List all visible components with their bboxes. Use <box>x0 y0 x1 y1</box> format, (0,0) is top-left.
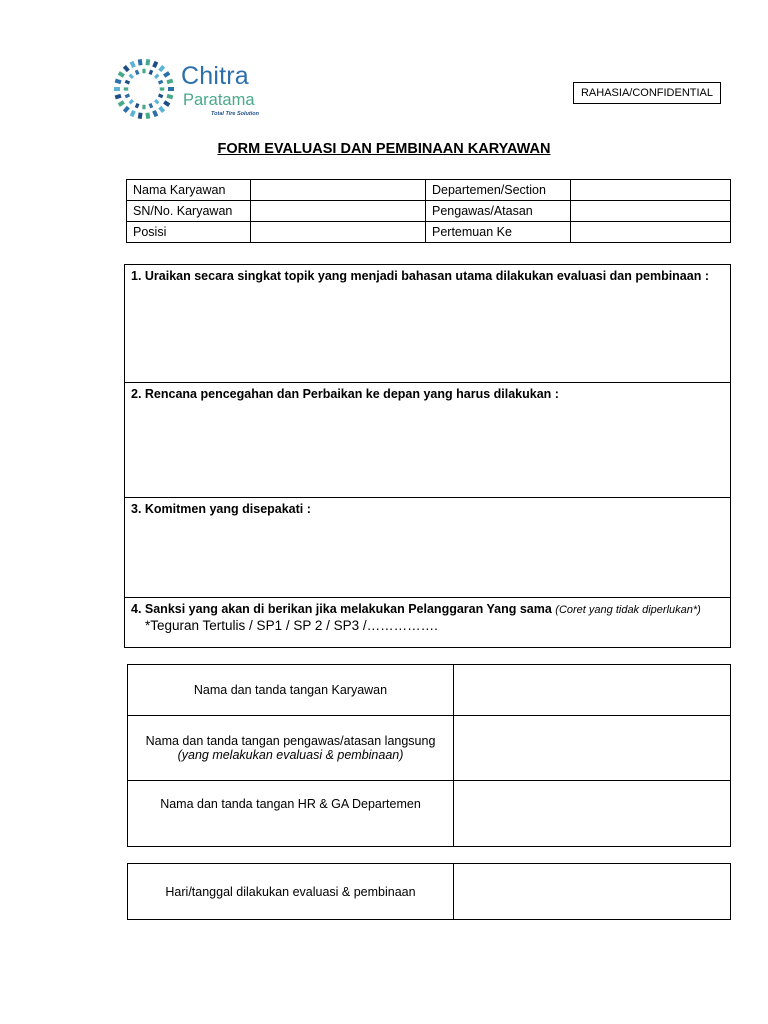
logo-ring-segment <box>158 94 163 99</box>
logo-ring-segment <box>166 79 173 85</box>
signature-field-karyawan[interactable] <box>454 665 731 716</box>
date-field[interactable] <box>454 864 731 920</box>
logo-ring-segment <box>114 87 120 91</box>
date-table <box>127 863 731 920</box>
departemen-label: Departemen/Section <box>426 180 571 201</box>
pengawas-label: Pengawas/Atasan <box>426 201 571 222</box>
date-row <box>128 864 731 920</box>
logo-ring-segment <box>166 94 173 100</box>
evaluation-sections <box>124 264 731 648</box>
logo-ring-segment <box>125 94 130 99</box>
logo-ring-segment <box>145 112 150 119</box>
logo-ring-segment <box>118 100 125 107</box>
signature-label-hr <box>128 781 454 847</box>
signature-pengawas-sub: (yang melakukan evaluasi & pembinaan) <box>177 748 404 762</box>
info-row-sn <box>127 201 731 222</box>
logo-ring-segment <box>129 99 134 104</box>
signature-row-pengawas <box>128 716 731 781</box>
logo-name-paratama: Paratama <box>183 91 255 109</box>
logo-ring-segment <box>115 79 122 85</box>
logo-ring-segment <box>125 80 130 85</box>
section-4-note: (Coret yang tidak diperlukan*) <box>555 604 701 616</box>
logo-ring-segment <box>142 69 145 74</box>
logo-ring-segment <box>163 71 170 78</box>
section-3-komitmen[interactable] <box>125 498 730 598</box>
sn-field[interactable] <box>251 201 426 222</box>
company-logo <box>113 55 273 125</box>
signature-row-karyawan <box>128 665 731 716</box>
logo-ring-segment <box>142 105 145 110</box>
logo-ring-segment <box>149 70 154 75</box>
logo-ring-segment <box>138 112 143 119</box>
pertemuan-label: Pertemuan Ke <box>426 222 571 243</box>
section-4-sanksi <box>125 598 730 647</box>
logo-ring-segment <box>118 71 125 78</box>
logo-ring-segment <box>152 110 158 117</box>
section-4-title: 4. Sanksi yang akan di berikan jika melakukan Pelanggaran Yang sama <box>131 602 552 616</box>
logo-ring-segment <box>135 70 140 75</box>
date-label <box>128 864 454 920</box>
posisi-field[interactable] <box>251 222 426 243</box>
signature-field-hr[interactable] <box>454 781 731 847</box>
signature-pengawas-text: Nama dan tanda tangan pengawas/atasan langsung <box>145 734 436 748</box>
confidential-label: RAHASIA/CONFIDENTIAL <box>573 82 721 104</box>
info-row-name <box>127 180 731 201</box>
section-1-title: 1. Uraikan secara singkat topik yang menjadi bahasan utama dilakukan evaluasi dan pembinaan : <box>131 269 709 283</box>
logo-ring-segment <box>124 87 129 90</box>
form-title: FORM EVALUASI DAN PEMBINAAN KARYAWAN <box>217 141 551 157</box>
section-4-title-wrap <box>131 602 701 616</box>
section-2-title: 2. Rencana pencegahan dan Perbaikan ke depan yang harus dilakukan : <box>131 387 559 401</box>
posisi-label: Posisi <box>127 222 251 243</box>
logo-ring-segment <box>160 87 165 90</box>
date-label-text: Hari/tanggal dilakukan evaluasi & pembinaan <box>165 884 416 899</box>
nama-karyawan-field[interactable] <box>251 180 426 201</box>
employee-info-table <box>126 179 731 243</box>
section-3-title: 3. Komitmen yang disepakati : <box>131 502 311 516</box>
logo-ring-segment <box>152 61 158 68</box>
signature-table <box>127 664 731 847</box>
section-2-rencana[interactable] <box>125 383 730 498</box>
logo-ring-segment <box>138 59 143 66</box>
logo-ring-segment <box>115 94 122 100</box>
logo-ring-segment <box>129 74 134 79</box>
logo-ring-segment <box>123 106 130 113</box>
signature-hr-text: Nama dan tanda tangan HR & GA Departemen <box>160 797 421 811</box>
logo-ring-segment <box>158 80 163 85</box>
info-row-posisi <box>127 222 731 243</box>
logo-ring-segment <box>163 100 170 107</box>
logo-ring-segment <box>130 61 136 68</box>
departemen-field[interactable] <box>571 180 731 201</box>
section-1-topik[interactable] <box>125 265 730 383</box>
signature-label-karyawan <box>128 665 454 716</box>
logo-ring-segment <box>149 103 154 108</box>
pengawas-field[interactable] <box>571 201 731 222</box>
logo-ring-icon <box>113 58 175 120</box>
sn-label: SN/No. Karyawan <box>127 201 251 222</box>
logo-ring-segment <box>158 65 165 72</box>
logo-ring-segment <box>135 103 140 108</box>
logo-ring-segment <box>158 106 165 113</box>
logo-ring-segment <box>123 65 130 72</box>
logo-ring-segment <box>154 74 159 79</box>
logo-ring-segment <box>154 99 159 104</box>
signature-row-hr <box>128 781 731 847</box>
logo-name-chitra: Chitra <box>181 62 249 90</box>
signature-label-pengawas <box>128 716 454 781</box>
nama-karyawan-label: Nama Karyawan <box>127 180 251 201</box>
logo-ring-segment <box>168 87 174 91</box>
logo-tagline: Total Tire Solution <box>211 111 259 117</box>
sanksi-options[interactable]: *Teguran Tertulis / SP1 / SP 2 / SP3 /……………. <box>145 618 438 633</box>
logo-ring-segment <box>145 59 150 66</box>
signature-karyawan-text: Nama dan tanda tangan Karyawan <box>193 683 388 697</box>
logo-ring-segment <box>130 110 136 117</box>
signature-field-pengawas[interactable] <box>454 716 731 781</box>
pertemuan-field[interactable] <box>571 222 731 243</box>
